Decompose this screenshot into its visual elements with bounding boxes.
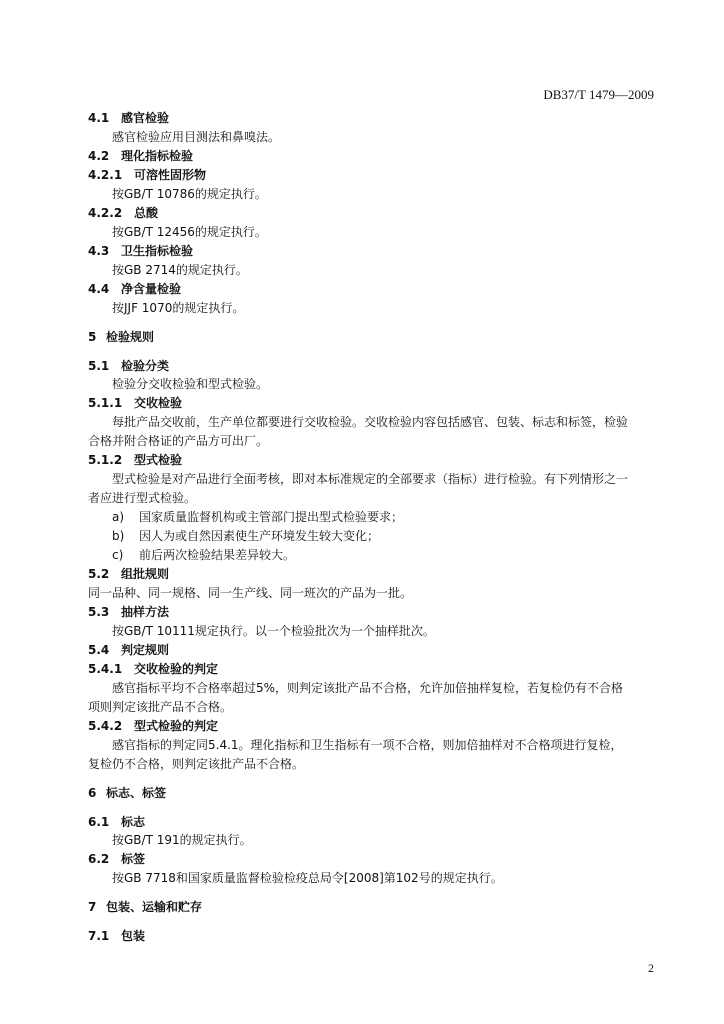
section-4-2-heading (88, 149, 193, 163)
list-item-text: 前后两次检验结果差异较大。 (139, 548, 296, 562)
chapter-5-heading (88, 330, 154, 344)
section-5-3-heading (88, 605, 169, 619)
section-title: 标签 (121, 852, 146, 866)
paragraph-line: 型式检验是对产品进行全面考核，即对本标准规定的全部要求（指标）进行检验。有下列情形之一 (112, 472, 629, 486)
section-4-2-1-heading (88, 168, 206, 182)
section-number: 5 (88, 330, 97, 344)
section-title: 交收检验 (134, 396, 183, 410)
paragraph: 按GB 7718和国家质量监督检验检疫总局令[2008]第102号的规定执行。 (112, 871, 503, 885)
section-title: 净含量检验 (121, 282, 182, 296)
paragraph: 检验分交收检验和型式检验。 (112, 377, 269, 391)
section-5-2-heading (88, 567, 169, 581)
paragraph: 按GB/T 12456的规定执行。 (112, 225, 267, 239)
section-title: 包装 (121, 929, 146, 943)
paragraph-line: 感官指标的判定同5.4.1。理化指标和卫生指标有一项不合格，则加倍抽样对不合格项进行复检， (112, 738, 623, 752)
section-number: 4.2 (88, 149, 110, 163)
section-title: 组批规则 (121, 567, 170, 581)
section-title: 包装、运输和贮存 (106, 900, 203, 914)
paragraph-line: 项则判定该批产品不合格。 (88, 700, 233, 714)
section-number: 5.4.1 (88, 662, 123, 676)
paragraph: 感官检验应用目测法和鼻嗅法。 (112, 130, 281, 144)
section-title: 型式检验 (134, 453, 183, 467)
list-item (112, 548, 295, 562)
section-title: 理化指标检验 (121, 149, 194, 163)
paragraph: 按GB 2714的规定执行。 (112, 263, 248, 277)
chapter-7-heading (88, 900, 202, 914)
section-title: 判定规则 (121, 643, 170, 657)
section-number: 6 (88, 786, 97, 800)
section-number: 4.1 (88, 111, 110, 125)
section-4-1-heading (88, 111, 169, 125)
section-5-1-1-heading (88, 396, 182, 410)
section-title: 型式检验的判定 (134, 719, 219, 733)
section-5-4-1-heading (88, 662, 218, 676)
section-title: 检验分类 (121, 359, 170, 373)
list-marker: b) (112, 529, 125, 543)
chapter-6-heading (88, 786, 166, 800)
section-number: 5.4 (88, 643, 110, 657)
list-item-text: 国家质量监督机构或主管部门提出型式检验要求； (139, 510, 404, 524)
list-item (112, 510, 403, 524)
list-item (112, 529, 379, 543)
section-number: 4.3 (88, 244, 110, 258)
section-number: 7.1 (88, 929, 110, 943)
section-5-1-heading (88, 359, 169, 373)
section-number: 5.1.2 (88, 453, 123, 467)
section-6-2-heading (88, 852, 145, 866)
list-marker: a) (112, 510, 125, 524)
paragraph: 按GB/T 191的规定执行。 (112, 833, 252, 847)
section-title: 标志 (121, 815, 146, 829)
section-number: 5.3 (88, 605, 110, 619)
section-title: 抽样方法 (121, 605, 170, 619)
paragraph: 按GB/T 10111规定执行。以一个检验批次为一个抽样批次。 (112, 624, 435, 638)
paragraph-line: 感官指标平均不合格率超过5%，则判定该批产品不合格，允许加倍抽样复检，若复检仍有不合格 (112, 681, 624, 695)
section-number: 5.1.1 (88, 396, 123, 410)
section-5-4-2-heading (88, 719, 218, 733)
paragraph: 同一品种、同一规格、同一生产线、同一班次的产品为一批。 (88, 586, 413, 600)
section-title: 交收检验的判定 (134, 662, 219, 676)
section-number: 6.2 (88, 852, 110, 866)
section-number: 6.1 (88, 815, 110, 829)
paragraph-line: 合格并附合格证的产品方可出厂。 (88, 434, 269, 448)
section-number: 5.4.2 (88, 719, 123, 733)
section-number: 5.1 (88, 359, 110, 373)
section-4-3-heading (88, 244, 193, 258)
section-7-1-heading (88, 929, 145, 943)
header-standard-code: DB37/T 1479—2009 (543, 87, 654, 102)
paragraph-line: 者应进行型式检验。 (88, 491, 197, 505)
paragraph: 按JJF 1070的规定执行。 (112, 301, 245, 315)
section-4-4-heading (88, 282, 181, 296)
section-5-4-heading (88, 643, 169, 657)
section-4-2-2-heading (88, 206, 158, 220)
section-title: 感官检验 (121, 111, 170, 125)
section-title: 可溶性固形物 (134, 168, 207, 182)
section-number: 7 (88, 900, 97, 914)
section-number: 4.2.2 (88, 206, 123, 220)
section-5-1-2-heading (88, 453, 182, 467)
section-title: 检验规则 (106, 330, 155, 344)
paragraph-line: 复检仍不合格，则判定该批产品不合格。 (88, 757, 305, 771)
list-marker: c) (112, 548, 124, 562)
section-title: 卫生指标检验 (121, 244, 194, 258)
paragraph: 按GB/T 10786的规定执行。 (112, 187, 267, 201)
section-title: 总酸 (134, 206, 159, 220)
section-title: 标志、标签 (106, 786, 167, 800)
section-6-1-heading (88, 815, 145, 829)
page-number: 2 (648, 961, 654, 975)
section-number: 5.2 (88, 567, 110, 581)
list-item-text: 因人为或自然因素使生产环境发生较大变化； (139, 529, 380, 543)
paragraph-line: 每批产品交收前，生产单位都要进行交收检验。交收检验内容包括感官、包装、标志和标签，检验 (112, 415, 629, 429)
section-number: 4.4 (88, 282, 110, 296)
section-number: 4.2.1 (88, 168, 123, 182)
